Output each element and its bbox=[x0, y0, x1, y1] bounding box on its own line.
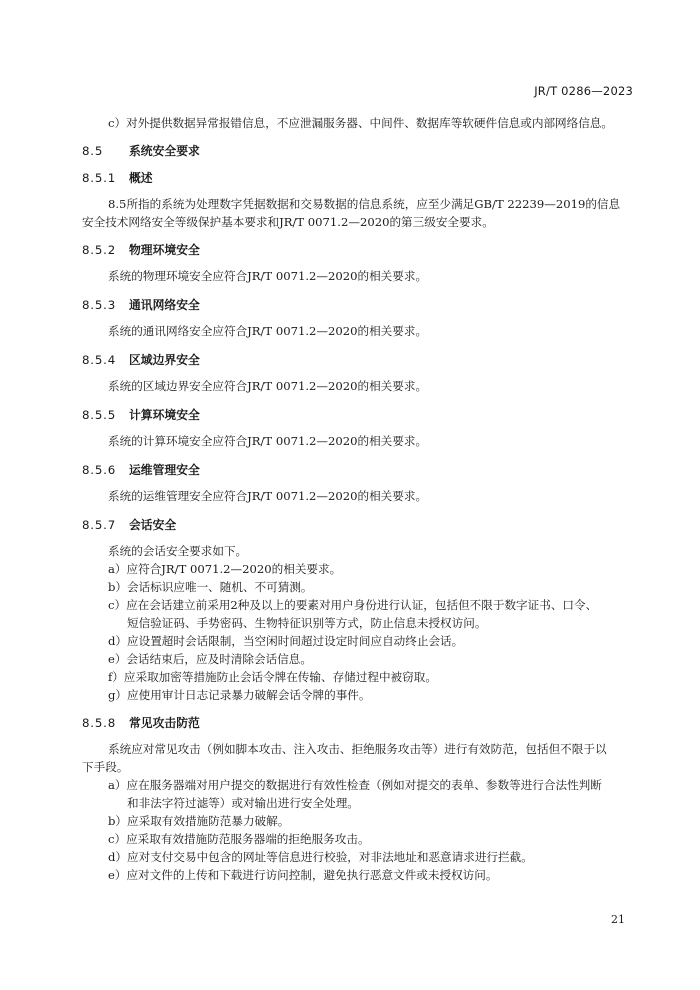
section-heading bbox=[82, 517, 176, 533]
section-title: 区域边界安全 bbox=[129, 353, 200, 367]
paragraph-line: 系统的物理环境安全应符合JR/T 0071.2—2020的相关要求。 bbox=[108, 269, 428, 283]
section-number: 8.5.8 bbox=[82, 716, 117, 730]
section-title: 常见攻击防范 bbox=[129, 716, 200, 730]
section-title: 系统安全要求 bbox=[129, 144, 200, 158]
section-number: 8.5.3 bbox=[82, 298, 117, 312]
section-heading bbox=[82, 715, 200, 731]
document-code: JR/T 0286—2023 bbox=[534, 84, 633, 98]
paragraph-line: 8.5所指的系统为处理数字凭据数据和交易数据的信息系统，应至少满足GB/T 22239—2019的信息 bbox=[108, 197, 621, 211]
list-item: c）对外提供数据异常报错信息，不应泄漏服务器、中间件、数据库等软硬件信息或内部网络信息。 bbox=[108, 116, 614, 130]
list-item: b）应采取有效措施防范暴力破解。 bbox=[108, 814, 290, 828]
section-heading bbox=[82, 297, 200, 313]
section-heading bbox=[82, 462, 200, 478]
list-item: a）应在服务器端对用户提交的数据进行有效性检查（例如对提交的表单、参数等进行合法性判断 bbox=[108, 778, 602, 792]
paragraph-line: 系统的通讯网络安全应符合JR/T 0071.2—2020的相关要求。 bbox=[108, 324, 428, 338]
paragraph-line: 系统的会话安全要求如下。 bbox=[108, 544, 248, 558]
paragraph-line: 系统的运维管理安全应符合JR/T 0071.2—2020的相关要求。 bbox=[108, 489, 428, 503]
list-item: e）会话结束后，应及时清除会话信息。 bbox=[108, 652, 312, 666]
list-item: c）应在会话建立前采用2种及以上的要素对用户身份进行认证，包括但不限于数字证书、口令、 bbox=[108, 598, 598, 612]
section-title: 概述 bbox=[129, 171, 153, 185]
list-item: d）应设置超时会话限制，当空闲时间超过设定时间应自动终止会话。 bbox=[108, 634, 464, 648]
paragraph-line: 安全技术网络安全等级保护基本要求和JR/T 0071.2—2020的第三级安全要求。 bbox=[82, 215, 494, 229]
section-heading bbox=[82, 352, 200, 368]
section-title: 计算环境安全 bbox=[129, 408, 200, 422]
list-item: d）应对支付交易中包含的网址等信息进行校验，对非法地址和恶意请求进行拦截。 bbox=[108, 850, 533, 864]
list-item-continuation: 和非法字符过滤等）或对输出进行安全处理。 bbox=[127, 796, 359, 810]
section-number: 8.5.2 bbox=[82, 243, 117, 257]
section-heading bbox=[82, 407, 200, 423]
section-title: 通讯网络安全 bbox=[129, 298, 200, 312]
list-item-continuation: 短信验证码、手势密码、生物特征识别等方式，防止信息未授权访问。 bbox=[127, 616, 487, 630]
paragraph-line: 系统的计算环境安全应符合JR/T 0071.2—2020的相关要求。 bbox=[108, 434, 428, 448]
section-heading bbox=[82, 170, 153, 186]
section-number: 8.5 bbox=[82, 144, 104, 158]
section-heading bbox=[82, 143, 200, 159]
list-item: c）应采取有效措施防范服务器端的拒绝服务攻击。 bbox=[108, 832, 370, 846]
paragraph-line: 系统的区域边界安全应符合JR/T 0071.2—2020的相关要求。 bbox=[108, 379, 428, 393]
paragraph-line: 系统应对常见攻击（例如脚本攻击、注入攻击、拒绝服务攻击等）进行有效防范，包括但不限于以 bbox=[108, 742, 607, 756]
list-item: b）会话标识应唯一、随机、不可猜测。 bbox=[108, 580, 313, 594]
section-number: 8.5.6 bbox=[82, 463, 117, 477]
section-title: 会话安全 bbox=[129, 518, 177, 532]
section-number: 8.5.4 bbox=[82, 353, 117, 367]
section-title: 运维管理安全 bbox=[129, 463, 200, 477]
section-heading bbox=[82, 242, 200, 258]
list-item: f）应采取加密等措施防止会话令牌在传输、存储过程中被窃取。 bbox=[108, 670, 437, 684]
section-number: 8.5.5 bbox=[82, 408, 117, 422]
list-item: a）应符合JR/T 0071.2—2020的相关要求。 bbox=[108, 562, 342, 576]
paragraph-line: 下手段。 bbox=[82, 760, 129, 774]
list-item: g）应使用审计日志记录暴力破解会话令牌的事件。 bbox=[108, 688, 371, 702]
section-title: 物理环境安全 bbox=[129, 243, 200, 257]
page-number: 21 bbox=[611, 913, 625, 926]
list-item: e）应对文件的上传和下载进行访问控制，避免执行恶意文件或未授权访问。 bbox=[108, 868, 498, 882]
section-number: 8.5.7 bbox=[82, 518, 117, 532]
section-number: 8.5.1 bbox=[82, 171, 117, 185]
